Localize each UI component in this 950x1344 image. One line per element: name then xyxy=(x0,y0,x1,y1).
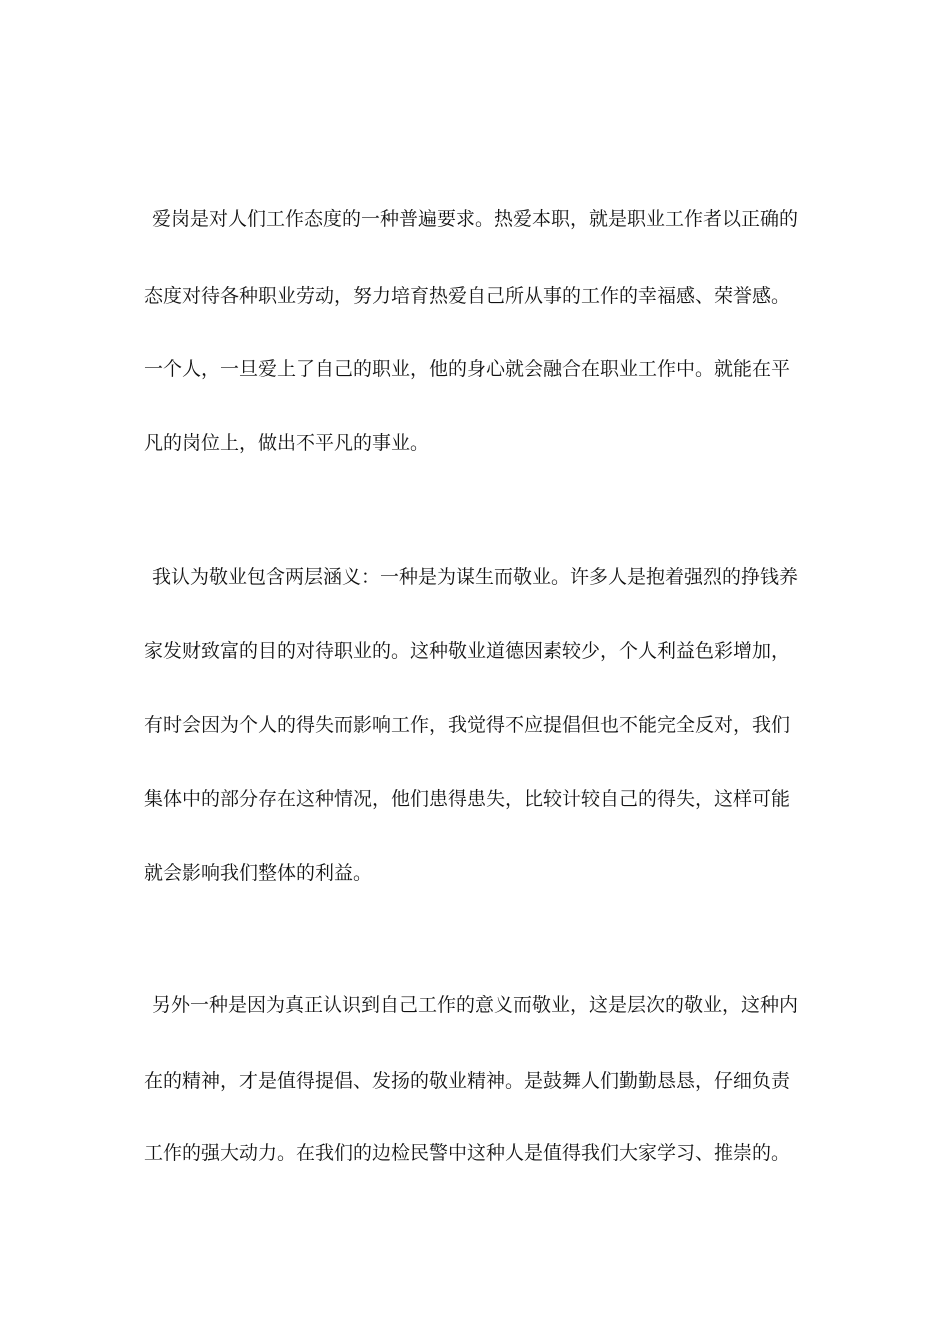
paragraph-line: 工作的强大动力。在我们的边检民警中这种人是值得我们大家学习、推崇的。 xyxy=(144,1142,791,1164)
paragraph-line: 就会影响我们整体的利益。 xyxy=(144,862,373,884)
paragraph-line: 在的精神，才是值得提倡、发扬的敬业精神。是鼓舞人们勤勤恳恳，仔细负责 xyxy=(144,1070,791,1092)
paragraph-line: 态度对待各种职业劳动，努力培育热爱自己所从事的工作的幸福感、荣誉感。 xyxy=(144,285,791,307)
paragraph-line: 我认为敬业包含两层涵义：一种是为谋生而敬业。许多人是抱着强烈的挣钱养 xyxy=(152,566,799,588)
paragraph-line: 有时会因为个人的得失而影响工作，我觉得不应提倡但也不能完全反对，我们 xyxy=(144,714,791,736)
paragraph-line: 家发财致富的目的对待职业的。这种敬业道德因素较少，个人利益色彩增加， xyxy=(144,640,791,662)
paragraph-line: 爱岗是对人们工作态度的一种普遍要求。热爱本职，就是职业工作者以正确的 xyxy=(152,208,799,230)
paragraph-line: 凡的岗位上，做出不平凡的事业。 xyxy=(144,432,430,454)
paragraph-line: 一个人，一旦爱上了自己的职业，他的身心就会融合在职业工作中。就能在平 xyxy=(144,358,791,380)
paragraph-line: 另外一种是因为真正认识到自己工作的意义而敬业，这是层次的敬业，这种内 xyxy=(152,994,799,1016)
paragraph-line: 集体中的部分存在这种情况，他们患得患失，比较计较自己的得失，这样可能 xyxy=(144,788,791,810)
